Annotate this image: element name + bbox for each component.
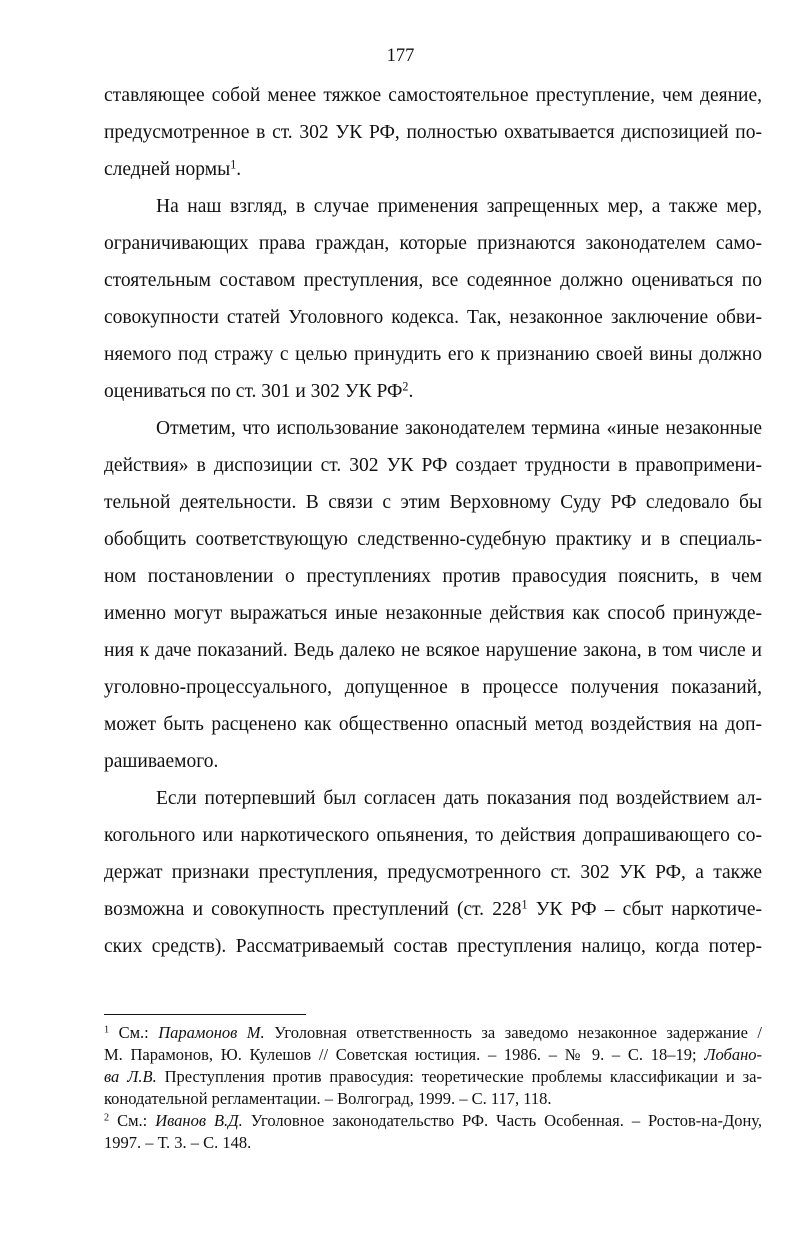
footnote-ref: 1 — [230, 157, 237, 172]
text-line — [104, 157, 762, 183]
footnote-text: Уголовная ответственность за заведомо незаконное задержание / — [264, 1023, 762, 1042]
text-line: ставляющее собой менее тяжкое самостоятельное преступление, чем деяние, — [104, 85, 762, 106]
text-line: ния к даче показаний. Ведь далеко не всякое нарушение закона, в том числе и — [104, 640, 762, 661]
footnote-2-line — [104, 1110, 762, 1131]
text-line: стоятельным составом преступления, все содеянное должно оцениваться по — [104, 270, 762, 291]
punctuation: . — [236, 159, 242, 180]
footnote-2-line: 1997. – Т. 3. – С. 148. — [104, 1133, 252, 1152]
text-line: может быть расценено как общественно опасный метод воздействия на доп- — [104, 714, 762, 735]
line-text: возможна и совокупность преступлений (ст. 228 — [104, 899, 522, 920]
footnote-1-line — [104, 1066, 762, 1087]
punctuation: . — [408, 381, 414, 402]
footnote-text: М. Парамонов, Ю. Кулешов // Советская юстиция. – 1986. – № 9. – С. 18–19; — [104, 1045, 705, 1064]
text-line: действия» в диспозиции ст. 302 УК РФ создает трудности в правопримени- — [104, 455, 762, 476]
line-text: УК РФ – сбыт наркотиче- — [527, 899, 762, 920]
footnote-author: Лобано- — [704, 1045, 762, 1064]
text-line: когольного или наркотического опьянения, то действия допрашивающего со- — [104, 825, 762, 846]
footnote-1-line — [104, 1044, 762, 1065]
text-line: обобщить соответствующую следственно-судебную практику и в специаль- — [104, 529, 762, 550]
footnote-separator — [104, 1014, 306, 1015]
text-line: Если потерпевший был согласен дать показания под воздействием ал- — [156, 788, 762, 809]
footnote-marker: 2 — [104, 1112, 110, 1124]
footnote-text: См.: — [109, 1023, 159, 1042]
line-text: оцениваться по ст. 301 и 302 УК РФ — [104, 381, 403, 402]
text-line: уголовно-процессуального, допущенное в процессе получения показаний, — [104, 677, 762, 698]
footnote-1-line: конодательной регламентации. – Волгоград, 1999. – С. 117, 118. — [104, 1089, 552, 1108]
footnote-1-line — [104, 1022, 762, 1043]
text-line — [104, 379, 762, 405]
page-number: 177 — [386, 46, 415, 66]
text-line: На наш взгляд, в случае применения запрещенных мер, а также мер, — [156, 196, 762, 217]
text-line: ских средств). Рассматриваемый состав преступления налицо, когда потер- — [104, 936, 762, 957]
article-superscript: 1 — [521, 897, 528, 912]
footnote-author: Парамонов М. — [158, 1023, 265, 1042]
footnote-text: См.: — [109, 1111, 156, 1130]
footnote-marker: 1 — [104, 1024, 110, 1036]
text-line: держат признаки преступления, предусмотренного ст. 302 УК РФ, а также — [104, 862, 762, 883]
text-line — [104, 897, 762, 923]
text-line: именно могут выражаться иные незаконные действия как способ принужде- — [104, 603, 762, 624]
footnote-author: ва Л.В. — [104, 1067, 157, 1086]
text-line: Отметим, что использование законодателем термина «иные незаконные — [156, 418, 762, 439]
text-line: рашиваемого. — [104, 751, 219, 772]
text-line: тельной деятельности. В связи с этим Верховному Суду РФ следовало бы — [104, 492, 762, 513]
text-line: ном постановлении о преступлениях против правосудия пояснить, в чем — [104, 566, 762, 587]
footnote-ref: 2 — [402, 379, 409, 394]
text-line: няемого под стражу с целью принудить его к признанию своей вины должно — [104, 344, 762, 365]
footnote-text: Уголовное законодательство РФ. Часть Особенная. – Ростов-на-Дону, — [242, 1111, 763, 1130]
line-text: следней нормы — [104, 159, 231, 180]
text-line: совокупности статей Уголовного кодекса. Так, незаконное заключение обви- — [104, 307, 762, 328]
text-line: ограничивающих права граждан, которые признаются законодателем само- — [104, 233, 762, 254]
footnote-author: Иванов В.Д. — [155, 1111, 243, 1130]
footnote-text: Преступления против правосудия: теоретические проблемы классификации и за- — [156, 1067, 762, 1086]
text-line: предусмотренное в ст. 302 УК РФ, полностью охватывается диспозицией по- — [104, 122, 762, 143]
